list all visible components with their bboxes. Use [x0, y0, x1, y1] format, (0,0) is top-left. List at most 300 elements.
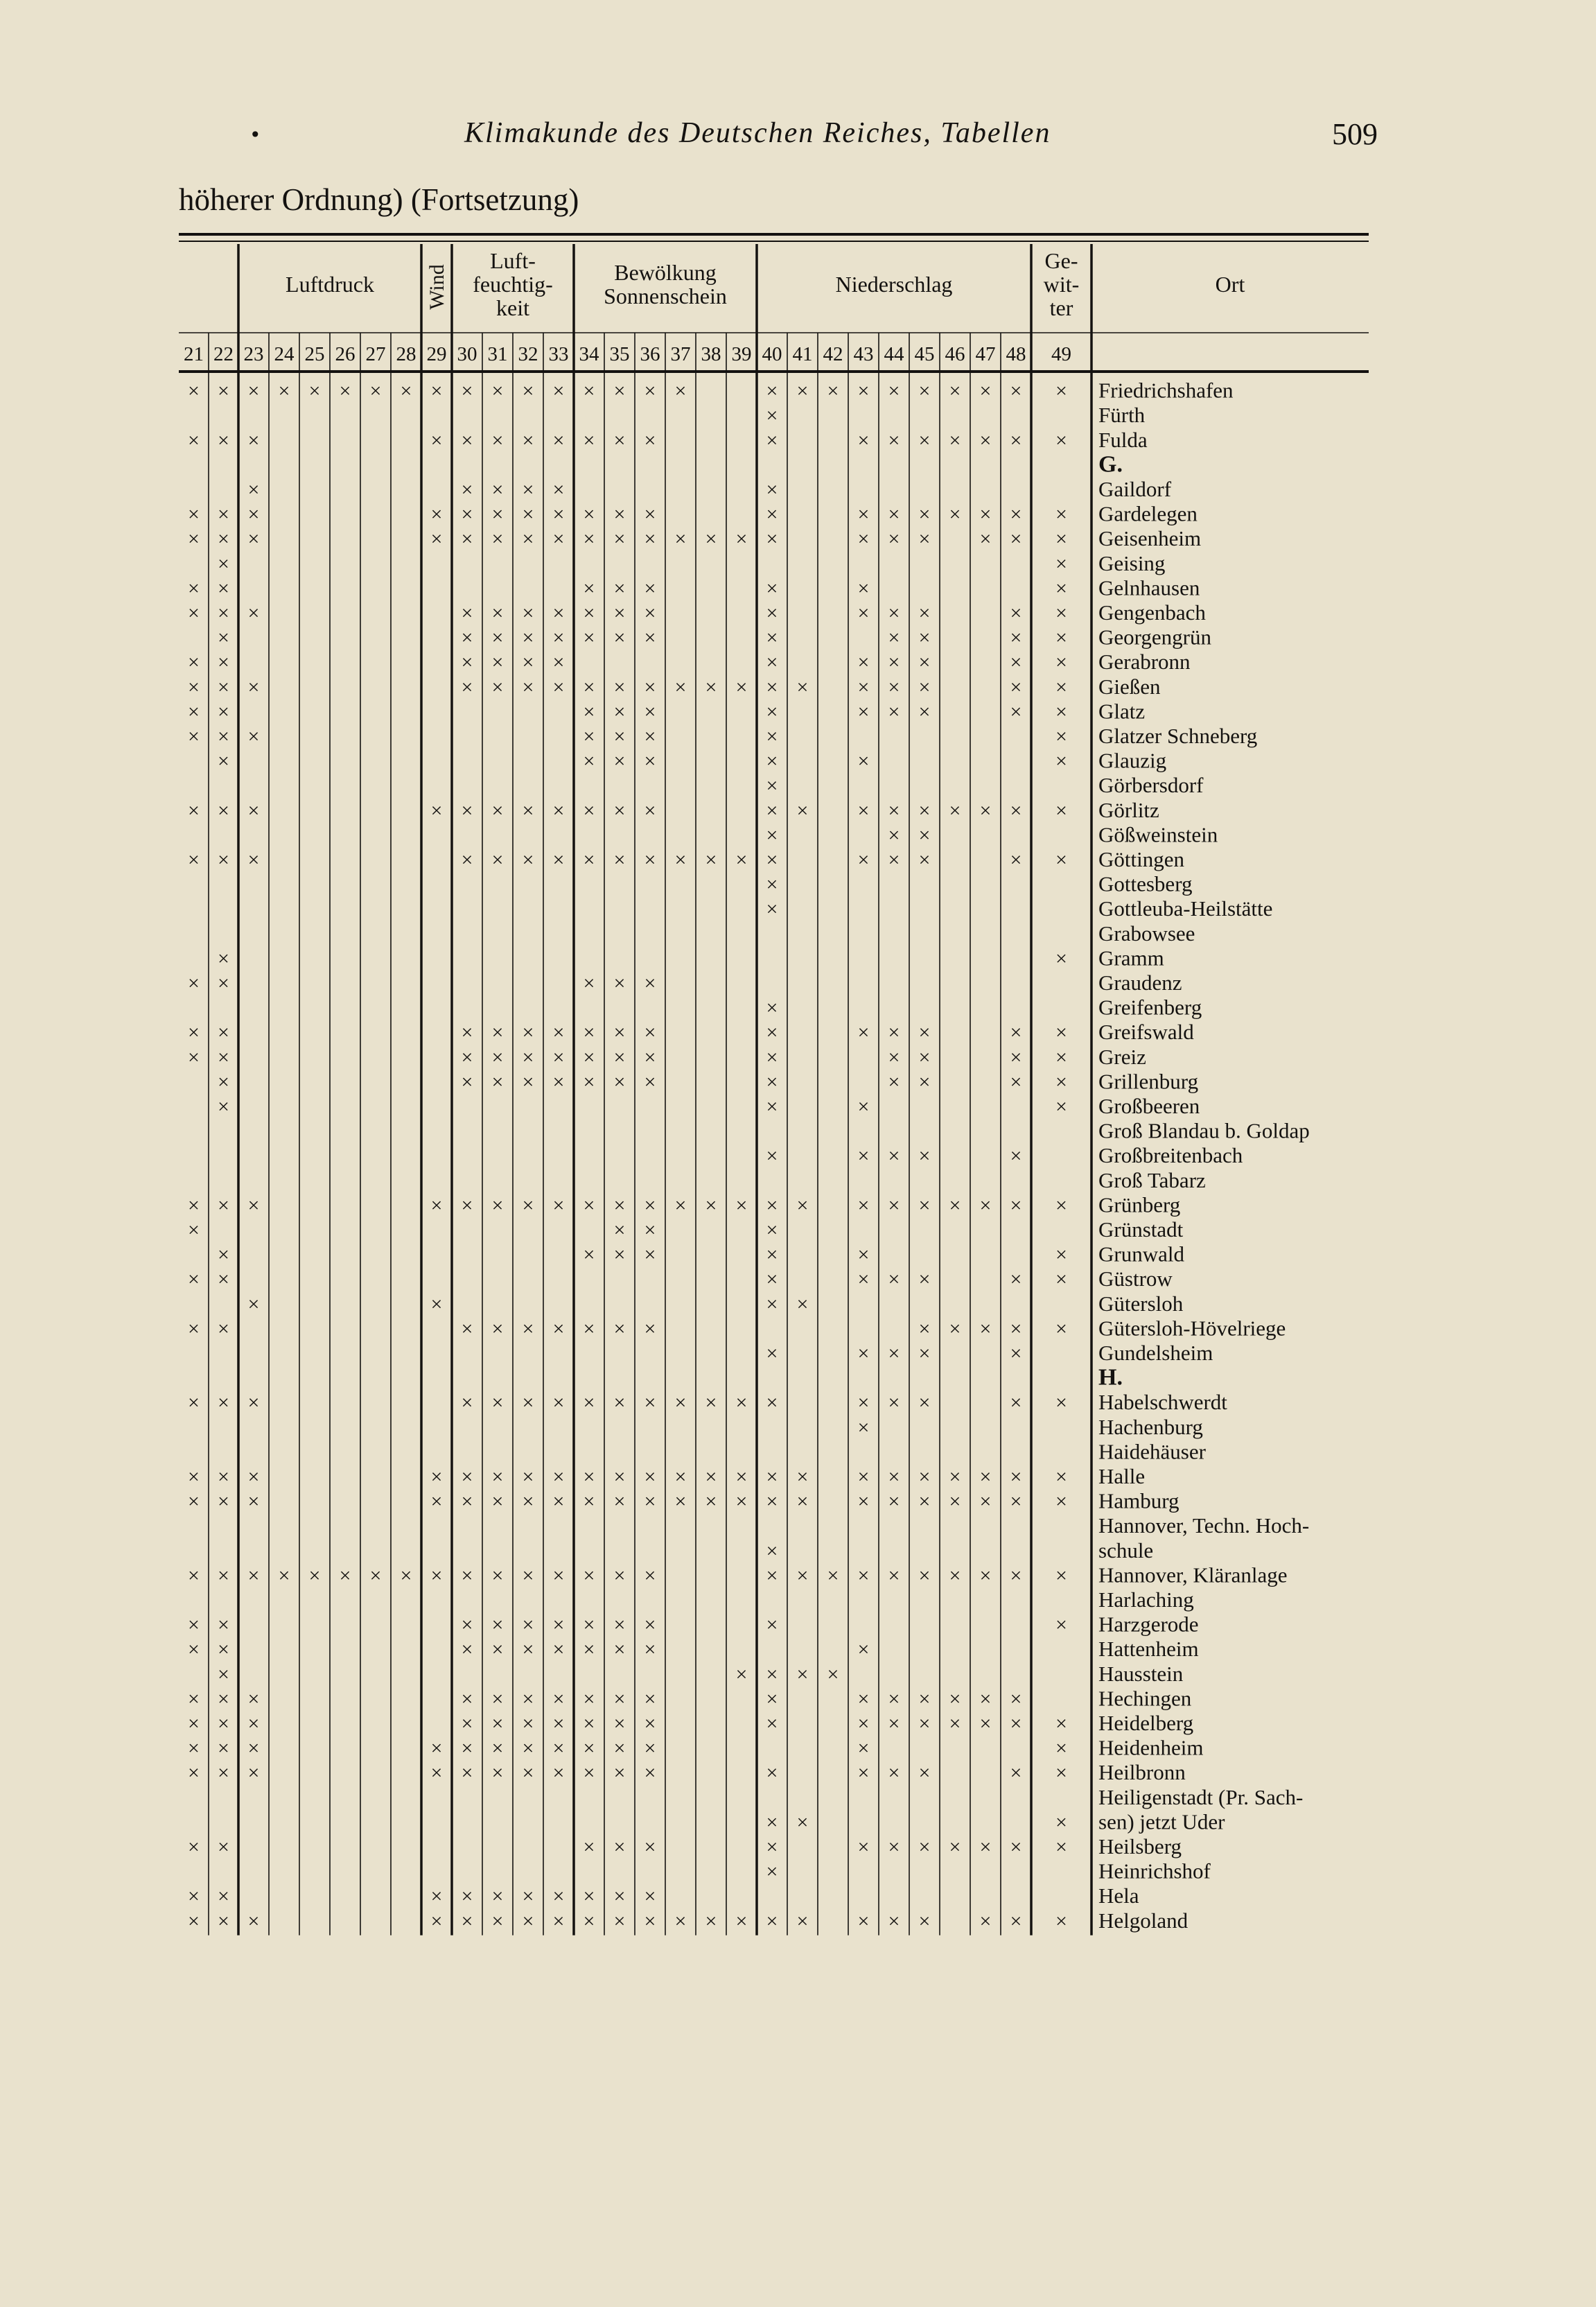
table-mark: × — [188, 1268, 200, 1291]
table-mark: × — [979, 1909, 992, 1933]
header-group-label: Niederschlag — [835, 272, 953, 297]
table-mark: × — [461, 478, 473, 501]
table-mark: × — [1010, 799, 1022, 822]
table-mark: × — [552, 528, 565, 551]
table-mark: × — [613, 700, 626, 724]
table-mark: × — [918, 675, 931, 699]
table-mark: × — [461, 1490, 473, 1513]
table-mark: × — [430, 428, 443, 452]
table-mark: × — [583, 626, 595, 650]
table-mark: × — [857, 700, 870, 724]
table-mark: × — [522, 528, 534, 551]
table-mark: × — [613, 1490, 626, 1513]
table-mark: × — [583, 1761, 595, 1785]
table-mark: × — [522, 503, 534, 526]
table-mark: × — [1055, 1243, 1067, 1266]
table-mark: × — [857, 1144, 870, 1168]
table-mark: × — [1055, 1194, 1067, 1217]
place-name: Helgoland — [1098, 1908, 1189, 1933]
table-mark: × — [918, 799, 931, 822]
table-mark: × — [461, 1194, 473, 1217]
place-name: Grabowsee — [1098, 921, 1195, 946]
table-mark: × — [888, 379, 900, 403]
place-name: Halle — [1098, 1464, 1146, 1488]
table-mark: × — [979, 1490, 992, 1513]
place-name: Hausstein — [1098, 1661, 1184, 1686]
table-mark: × — [461, 1687, 473, 1711]
place-name: Georgengrün — [1098, 625, 1211, 650]
table-mark: × — [766, 379, 778, 403]
table-mark: × — [247, 1194, 260, 1217]
table-mark: × — [796, 799, 809, 822]
table-mark: × — [1010, 1761, 1022, 1785]
table-mark: × — [613, 1687, 626, 1711]
table-mark: × — [796, 1909, 809, 1933]
table-mark: × — [918, 1687, 931, 1711]
table-mark: × — [188, 1736, 200, 1760]
table-mark: × — [979, 1317, 992, 1341]
table-mark: × — [613, 799, 626, 822]
table-mark: × — [308, 1564, 321, 1587]
table-mark: × — [766, 1243, 778, 1266]
table-mark: × — [613, 528, 626, 551]
table-mark: × — [583, 972, 595, 995]
place-name: Friedrichshafen — [1098, 378, 1234, 403]
table-mark: × — [918, 503, 931, 526]
table-mark: × — [308, 379, 321, 403]
table-mark: × — [888, 428, 900, 452]
table-mark: × — [949, 1194, 961, 1217]
table-mark: × — [1055, 1391, 1067, 1415]
table-mark: × — [552, 602, 565, 625]
table-mark: × — [674, 1909, 687, 1933]
table-mark: × — [522, 1761, 534, 1785]
table-mark: × — [766, 725, 778, 748]
table-mark: × — [522, 1712, 534, 1735]
table-mark: × — [247, 1736, 260, 1760]
table-mark: × — [188, 1638, 200, 1662]
table-mark: × — [644, 749, 656, 773]
table-mark: × — [247, 1391, 260, 1415]
table-mark: × — [430, 1885, 443, 1908]
place-name: Greifswald — [1098, 1020, 1194, 1045]
table-mark: × — [1055, 675, 1067, 699]
table-mark: × — [461, 503, 473, 526]
page-number: 509 — [1332, 117, 1378, 151]
table-mark: × — [827, 1564, 839, 1587]
column-number: 39 — [731, 343, 752, 365]
table-mark: × — [888, 1342, 900, 1365]
table-mark: × — [857, 848, 870, 871]
table-mark: × — [1055, 700, 1067, 724]
table-mark: × — [461, 1638, 473, 1662]
table-mark: × — [188, 1687, 200, 1711]
place-name: Grunwald — [1098, 1242, 1184, 1266]
column-number: 26 — [335, 343, 356, 365]
table-mark: × — [949, 1712, 961, 1735]
table-mark: × — [1055, 749, 1067, 773]
table-mark: × — [644, 577, 656, 600]
table-mark: × — [491, 1021, 504, 1045]
table-mark: × — [766, 774, 778, 798]
table-mark: × — [735, 1194, 748, 1217]
table-mark: × — [918, 1070, 931, 1094]
table-mark: × — [888, 1070, 900, 1094]
table-mark: × — [218, 428, 229, 452]
table-mark: × — [522, 478, 534, 501]
table-mark: × — [766, 1662, 778, 1686]
table-mark: × — [583, 1564, 595, 1587]
table-mark: × — [583, 1909, 595, 1933]
table-mark: × — [369, 1564, 382, 1587]
table-mark: × — [857, 1836, 870, 1858]
table-mark: × — [1055, 626, 1067, 650]
table-mark: × — [949, 1465, 961, 1488]
table-header — [286, 248, 1245, 320]
table-mark: × — [339, 1564, 351, 1587]
table-mark: × — [491, 1070, 504, 1094]
table-mark: × — [1055, 1613, 1067, 1637]
table-mark: × — [218, 700, 229, 724]
table-mark: × — [888, 799, 900, 822]
table-mark: × — [583, 1243, 595, 1266]
table-mark: × — [1010, 1490, 1022, 1513]
table-mark: × — [188, 1712, 200, 1735]
place-name: Heilsberg — [1098, 1834, 1182, 1858]
table-mark: × — [705, 528, 717, 551]
table-mark: × — [522, 1391, 534, 1415]
table-mark: × — [796, 1465, 809, 1488]
table-mark: × — [766, 1909, 778, 1933]
column-number: 37 — [670, 343, 691, 365]
table-mark: × — [400, 379, 412, 403]
table-mark: × — [613, 626, 626, 650]
table-mark: × — [644, 1564, 656, 1587]
place-name: Habelschwerdt — [1098, 1390, 1227, 1415]
header-wind: Wind — [426, 264, 448, 310]
table-mark: × — [491, 478, 504, 501]
table-mark: × — [918, 1909, 931, 1933]
table-mark: × — [491, 1909, 504, 1933]
table-mark: × — [461, 602, 473, 625]
table-mark: × — [1055, 1045, 1067, 1069]
table-mark: × — [1010, 1021, 1022, 1045]
table-mark: × — [188, 1564, 200, 1587]
table-mark: × — [188, 528, 200, 551]
table-mark: × — [583, 1736, 595, 1760]
table-mark: × — [857, 1342, 870, 1365]
place-name: Hachenburg — [1098, 1414, 1203, 1439]
table-mark: × — [583, 1465, 595, 1488]
place-name: Heilbronn — [1098, 1760, 1186, 1785]
table-mark: × — [461, 1564, 473, 1587]
table-mark: × — [1055, 1909, 1067, 1933]
place-name: Hechingen — [1098, 1686, 1192, 1711]
table-mark: × — [644, 1490, 656, 1513]
table-mark: × — [644, 528, 656, 551]
table-mark: × — [583, 1836, 595, 1858]
place-name: Hamburg — [1098, 1488, 1180, 1513]
table-mark: × — [552, 1613, 565, 1637]
table-mark: × — [583, 700, 595, 724]
header-group-label: Luftdruck — [286, 272, 374, 297]
table-mark: × — [583, 379, 595, 403]
table-mark: × — [522, 602, 534, 625]
table-mark: × — [583, 428, 595, 452]
table-mark: × — [766, 1613, 778, 1637]
table-mark: × — [766, 503, 778, 526]
table-mark: × — [644, 626, 656, 650]
table-mark: × — [766, 528, 778, 551]
table-mark: × — [1055, 1736, 1067, 1760]
table-mark: × — [857, 799, 870, 822]
table-mark: × — [247, 478, 260, 501]
place-name: Gößweinstein — [1098, 822, 1218, 847]
table-mark: × — [522, 1070, 534, 1094]
table-mark: × — [674, 1391, 687, 1415]
table-mark: × — [552, 1736, 565, 1760]
table-mark: × — [766, 1712, 778, 1735]
table-mark: × — [857, 1638, 870, 1662]
table-mark: × — [766, 749, 778, 773]
table-mark: × — [1055, 1070, 1067, 1094]
table-mark: × — [1055, 799, 1067, 822]
table-mark: × — [979, 1712, 992, 1735]
table-mark: × — [735, 1465, 748, 1488]
table-mark: × — [461, 626, 473, 650]
header-group-label: keit — [496, 295, 529, 320]
column-number: 29 — [426, 343, 447, 365]
table-mark: × — [583, 528, 595, 551]
table-mark: × — [735, 1909, 748, 1933]
table-mark: × — [218, 1687, 229, 1711]
table-mark: × — [1010, 1712, 1022, 1735]
header-group-label: Ge- — [1044, 248, 1078, 273]
table-mark: × — [766, 1539, 778, 1562]
table-mark: × — [430, 1736, 443, 1760]
table-mark: × — [583, 1638, 595, 1662]
column-number: 49 — [1051, 343, 1071, 365]
table-mark: × — [583, 1045, 595, 1069]
table-mark: × — [857, 1021, 870, 1045]
table-mark: × — [552, 428, 565, 452]
table-mark: × — [644, 1021, 656, 1045]
table-mark: × — [1055, 379, 1067, 403]
table-mark: × — [1010, 528, 1022, 551]
table-mark: × — [857, 1490, 870, 1513]
table-mark: × — [1010, 848, 1022, 871]
column-number: 44 — [884, 343, 904, 365]
table-mark: × — [644, 1465, 656, 1488]
table-mark: × — [583, 848, 595, 871]
table-mark: × — [430, 799, 443, 822]
table-mark: × — [522, 651, 534, 674]
table-mark: × — [461, 379, 473, 403]
table-mark: × — [613, 1712, 626, 1735]
table-mark: × — [766, 1836, 778, 1858]
table-mark: × — [888, 848, 900, 871]
table-mark: × — [522, 1909, 534, 1933]
place-name: Grillenburg — [1098, 1069, 1199, 1094]
section-letter: H. — [1098, 1364, 1123, 1391]
table-mark: × — [430, 1292, 443, 1316]
table-mark: × — [218, 1885, 229, 1908]
table-mark: × — [1055, 1095, 1067, 1118]
table-mark: × — [857, 1268, 870, 1291]
table-mark: × — [552, 848, 565, 871]
table-mark: × — [218, 1317, 229, 1341]
table-mark: × — [218, 1070, 229, 1094]
table-mark: × — [1010, 1391, 1022, 1415]
table-mark: × — [188, 972, 200, 995]
table-mark: × — [949, 1564, 961, 1587]
column-number: 36 — [640, 343, 660, 365]
table-mark: × — [522, 1045, 534, 1069]
table-mark: × — [613, 972, 626, 995]
place-name: sen) jetzt Uder — [1098, 1809, 1225, 1834]
stray-dot: • — [249, 123, 261, 146]
table-mark: × — [522, 1564, 534, 1587]
table-mark: × — [766, 1342, 778, 1365]
table-mark: × — [218, 528, 229, 551]
column-number: 28 — [396, 343, 416, 365]
table-mark: × — [613, 1243, 626, 1266]
table-mark: × — [430, 1194, 443, 1217]
table-mark: × — [766, 428, 778, 452]
table-mark: × — [583, 799, 595, 822]
place-name: Grünstadt — [1098, 1217, 1184, 1242]
table-mark: × — [766, 1490, 778, 1513]
table-mark: × — [888, 1490, 900, 1513]
table-mark: × — [461, 428, 473, 452]
column-number-row — [184, 343, 1071, 365]
table-mark: × — [644, 1613, 656, 1637]
table-mark: × — [522, 1317, 534, 1341]
table-mark: × — [522, 1736, 534, 1760]
column-number: 35 — [609, 343, 630, 365]
table-mark: × — [674, 379, 687, 403]
table-mark: × — [613, 1909, 626, 1933]
table-mark: × — [218, 1564, 229, 1587]
table-mark: × — [918, 651, 931, 674]
table-mark: × — [613, 379, 626, 403]
table-mark: × — [1055, 602, 1067, 625]
table-mark: × — [766, 1144, 778, 1168]
table-mark: × — [918, 1465, 931, 1488]
table-mark: × — [188, 1885, 200, 1908]
column-number: 38 — [701, 343, 721, 365]
table-mark: × — [766, 799, 778, 822]
section-letter: G. — [1098, 451, 1123, 478]
table-mark: × — [218, 1095, 229, 1118]
table-mark: × — [218, 1909, 229, 1933]
column-number: 30 — [457, 343, 477, 365]
table-mark: × — [613, 577, 626, 600]
table-mark: × — [949, 799, 961, 822]
table-mark: × — [766, 404, 778, 428]
table-mark: × — [218, 799, 229, 822]
table-mark: × — [522, 848, 534, 871]
place-name: Graudenz — [1098, 970, 1182, 995]
table-mark: × — [766, 700, 778, 724]
place-name: Hattenheim — [1098, 1637, 1199, 1662]
table-mark: × — [583, 503, 595, 526]
table-mark: × — [918, 1317, 931, 1341]
table-mark: × — [644, 503, 656, 526]
table-mark: × — [583, 1712, 595, 1735]
table-mark: × — [613, 1465, 626, 1488]
table-mark: × — [430, 1761, 443, 1785]
table-mark: × — [735, 1391, 748, 1415]
table-mark: × — [766, 824, 778, 847]
table-mark: × — [430, 1490, 443, 1513]
table-mark: × — [583, 1317, 595, 1341]
place-name: Groß Blandau b. Goldap — [1098, 1118, 1310, 1143]
table-mark: × — [461, 799, 473, 822]
running-title: Klimakunde des Deutschen Reiches, Tabellen — [464, 117, 1051, 149]
table-mark: × — [522, 428, 534, 452]
table-mark: × — [247, 528, 260, 551]
table-mark: × — [247, 848, 260, 871]
table-mark: × — [857, 1564, 870, 1587]
table-mark: × — [552, 1564, 565, 1587]
table-mark: × — [979, 503, 992, 526]
table-mark: × — [491, 1391, 504, 1415]
table-mark: × — [644, 700, 656, 724]
table-mark: × — [766, 1761, 778, 1785]
place-name: Gütersloh — [1098, 1291, 1184, 1316]
table-mark: × — [766, 1021, 778, 1045]
table-mark: × — [247, 1687, 260, 1711]
place-name: Gramm — [1098, 946, 1164, 970]
column-number: 33 — [548, 343, 569, 365]
table-mark: × — [766, 1045, 778, 1069]
table-mark: × — [1010, 1194, 1022, 1217]
table-mark: × — [218, 503, 229, 526]
table-mark: × — [979, 379, 992, 403]
table-mark: × — [218, 1021, 229, 1045]
table-mark: × — [218, 947, 229, 970]
table-mark: × — [339, 379, 351, 403]
table-mark: × — [1010, 1070, 1022, 1094]
table-mark: × — [1055, 725, 1067, 748]
table-mark: × — [644, 1045, 656, 1069]
table-mark: × — [188, 848, 200, 871]
table-mark: × — [613, 1317, 626, 1341]
table-mark: × — [857, 1465, 870, 1488]
table-mark: × — [1010, 1317, 1022, 1341]
table-mark: × — [552, 1045, 565, 1069]
table-mark: × — [613, 1885, 626, 1908]
table-mark: × — [218, 379, 229, 403]
table-mark: × — [949, 1317, 961, 1341]
table-mark: × — [188, 1613, 200, 1637]
table-mark: × — [552, 1687, 565, 1711]
table-mark: × — [218, 552, 229, 575]
table-mark: × — [888, 503, 900, 526]
table-mark: × — [979, 428, 992, 452]
place-name: Heidelberg — [1098, 1711, 1194, 1735]
table-mark: × — [979, 799, 992, 822]
table-mark: × — [247, 725, 260, 748]
table-mark: × — [735, 528, 748, 551]
table-mark: × — [766, 602, 778, 625]
table-mark: × — [613, 1564, 626, 1587]
table-mark: × — [218, 577, 229, 600]
table-mark: × — [766, 1070, 778, 1094]
table-mark: × — [218, 725, 229, 748]
table-mark: × — [1055, 552, 1067, 575]
